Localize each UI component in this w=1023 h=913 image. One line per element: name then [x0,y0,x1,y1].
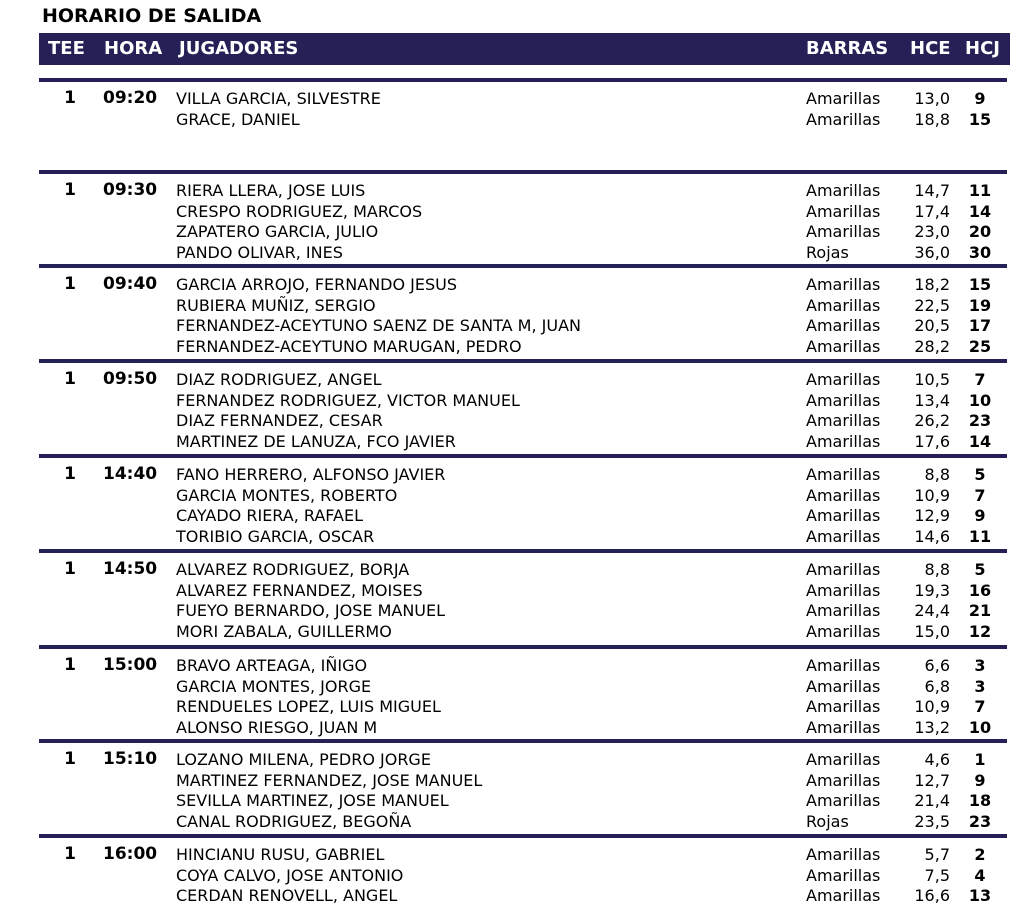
group-divider [39,78,1007,82]
player-name: GRACE, DANIEL [176,109,300,129]
player-name: DIAZ RODRIGUEZ, ANGEL [176,370,382,389]
player-hce: 13,0 [914,89,950,108]
player-hcj: 2 [974,845,986,864]
page-title: HORARIO DE SALIDA [42,5,262,27]
player-hce: 28,2 [914,336,950,356]
header-tee: TEE [48,38,85,59]
player-hce: 18,2 [914,275,950,294]
player-barras: Amarillas [806,526,881,546]
player-barras: Amarillas [806,580,881,600]
player-barras: Amarillas [806,89,881,108]
player-name: GARCIA MONTES, JORGE [176,676,372,696]
player-barras: Amarillas [806,411,881,431]
table-row [0,221,1023,242]
player-name: PANDO OLIVAR, INES [176,242,343,262]
player-hcj: 23 [968,411,992,431]
player-name: ALONSO RIESGO, JUAN M [176,717,378,737]
table-row [0,655,1023,676]
player-hce: 26,2 [914,411,950,431]
player-hcj: 17 [968,316,992,336]
table-row [0,315,1023,336]
player-hce: 10,9 [914,697,950,717]
player-hce: 24,4 [914,601,950,621]
group-divider [39,739,1007,743]
player-barras: Amarillas [806,222,881,242]
header-hora: HORA [104,38,163,59]
player-name: CANAL RODRIGUEZ, BEGOÑA [176,811,412,831]
player-name: FUEYO BERNARDO, JOSE MANUEL [176,601,446,621]
group-tee: 1 [64,180,76,200]
player-name: HINCIANU RUSU, GABRIEL [176,845,385,864]
player-barras: Amarillas [806,676,881,696]
table-row [0,676,1023,697]
player-hce: 23,0 [914,222,950,242]
player-hcj: 10 [968,717,992,737]
player-barras: Amarillas [806,390,881,410]
table-row [0,717,1023,738]
player-name: COYA CALVO, JOSE ANTONIO [176,865,404,885]
player-name: FERNANDEZ-ACEYTUNO MARUGAN, PEDRO [176,336,522,356]
group-hora: 15:10 [103,749,158,769]
group-tee: 1 [64,274,76,294]
player-hcj: 7 [974,697,986,717]
group-divider [39,645,1007,649]
table-row [0,180,1023,201]
player-name: LOZANO MILENA, PEDRO JORGE [176,750,431,769]
player-hce: 7,5 [924,865,950,885]
player-barras: Amarillas [806,201,881,221]
player-name: RIERA LLERA, JOSE LUIS [176,181,366,200]
player-barras: Amarillas [806,370,881,389]
group-tee: 1 [64,749,76,769]
table-row [0,274,1023,295]
player-name: ALVAREZ RODRIGUEZ, BORJA [176,560,410,579]
player-name: RUBIERA MUÑIZ, SERGIO [176,295,376,315]
group-tee: 1 [64,844,76,864]
player-name: BRAVO ARTEAGA, IÑIGO [176,656,368,675]
player-name: MORI ZABALA, GUILLERMO [176,621,392,641]
player-hce: 14,7 [914,181,950,200]
player-hce: 6,6 [924,656,950,675]
player-hce: 21,4 [914,791,950,811]
player-hcj: 3 [974,676,986,696]
table-row [0,336,1023,357]
player-hcj: 15 [968,109,992,129]
group-tee: 1 [64,88,76,108]
player-barras: Amarillas [806,656,881,675]
player-hcj: 14 [968,201,992,221]
group-hora: 09:20 [103,88,158,108]
player-name: VILLA GARCIA, SILVESTRE [176,89,381,108]
group-tee: 1 [64,464,76,484]
player-hce: 18,8 [914,109,950,129]
player-hcj: 1 [974,750,986,769]
player-hce: 20,5 [914,316,950,336]
table-row [0,580,1023,601]
table-row [0,559,1023,580]
player-barras: Rojas [806,811,849,831]
player-hcj: 16 [968,580,992,600]
player-name: MARTINEZ FERNANDEZ, JOSE MANUEL [176,770,483,790]
player-hcj: 9 [974,89,986,108]
group-hora: 09:50 [103,369,158,389]
player-name: CAYADO RIERA, RAFAEL [176,506,363,526]
player-name: FERNANDEZ-ACEYTUNO SAENZ DE SANTA M, JUAN [176,316,581,336]
player-name: GARCIA MONTES, ROBERTO [176,485,398,505]
group-hora: 14:50 [103,559,158,579]
player-barras: Amarillas [806,181,881,200]
player-name: CERDAN RENOVELL, ANGEL [176,886,398,906]
player-name: MARTINEZ DE LANUZA, FCO JAVIER [176,431,456,451]
player-hce: 6,8 [924,676,950,696]
group-hora: 16:00 [103,844,158,864]
player-hce: 8,8 [924,560,950,579]
table-row [0,109,1023,130]
table-row [0,526,1023,547]
player-barras: Amarillas [806,560,881,579]
group-divider [39,834,1007,838]
table-row [0,844,1023,865]
header-hce: HCE [910,38,951,59]
player-hce: 16,6 [914,886,950,906]
group-divider [39,454,1007,458]
table-row [0,242,1023,263]
player-hce: 13,2 [914,717,950,737]
group-hora: 14:40 [103,464,158,484]
player-barras: Amarillas [806,886,881,906]
player-hcj: 9 [974,506,986,526]
player-barras: Amarillas [806,336,881,356]
player-hcj: 3 [974,656,986,675]
table-row [0,464,1023,485]
player-hce: 15,0 [914,621,950,641]
player-name: FANO HERRERO, ALFONSO JAVIER [176,465,446,484]
table-row [0,811,1023,832]
player-barras: Amarillas [806,845,881,864]
player-barras: Amarillas [806,621,881,641]
player-hcj: 30 [968,242,992,262]
player-barras: Amarillas [806,316,881,336]
table-row [0,600,1023,621]
player-hce: 14,6 [914,526,950,546]
group-divider [39,359,1007,363]
player-barras: Amarillas [806,770,881,790]
group-tee: 1 [64,655,76,675]
player-barras: Amarillas [806,717,881,737]
table-row [0,696,1023,717]
player-hcj: 18 [968,791,992,811]
player-hce: 4,6 [924,750,950,769]
player-hcj: 4 [974,865,986,885]
player-barras: Amarillas [806,431,881,451]
header-jugadores: JUGADORES [179,38,299,59]
player-hcj: 23 [968,811,992,831]
player-barras: Amarillas [806,109,881,129]
table-row [0,410,1023,431]
player-hcj: 19 [968,295,992,315]
player-name: RENDUELES LOPEZ, LUIS MIGUEL [176,697,441,717]
player-hcj: 13 [968,886,992,906]
player-hce: 10,9 [914,485,950,505]
player-hcj: 7 [974,370,986,389]
table-row [0,770,1023,791]
player-name: DIAZ FERNANDEZ, CESAR [176,411,383,431]
player-hce: 12,9 [914,506,950,526]
player-barras: Amarillas [806,865,881,885]
table-row [0,431,1023,452]
player-barras: Rojas [806,242,849,262]
player-barras: Amarillas [806,697,881,717]
group-hora: 15:00 [103,655,158,675]
player-hce: 8,8 [924,465,950,484]
player-barras: Amarillas [806,465,881,484]
player-hce: 22,5 [914,295,950,315]
player-name: ZAPATERO GARCIA, JULIO [176,222,379,242]
player-hce: 17,6 [914,431,950,451]
player-barras: Amarillas [806,295,881,315]
table-row [0,88,1023,109]
player-hcj: 5 [974,560,986,579]
player-hcj: 25 [968,336,992,356]
player-name: GARCIA ARROJO, FERNANDO JESUS [176,275,458,294]
player-hcj: 21 [968,601,992,621]
player-hcj: 7 [974,485,986,505]
player-barras: Amarillas [806,485,881,505]
player-hcj: 10 [968,390,992,410]
group-hora: 09:30 [103,180,158,200]
header-hcj: HCJ [965,38,1000,59]
player-name: ALVAREZ FERNANDEZ, MOISES [176,580,423,600]
player-name: SEVILLA MARTINEZ, JOSE MANUEL [176,791,449,811]
player-hce: 12,7 [914,770,950,790]
player-hcj: 15 [968,275,992,294]
player-hce: 23,5 [914,811,950,831]
group-divider [39,549,1007,553]
player-name: TORIBIO GARCIA, OSCAR [176,526,375,546]
table-row [0,295,1023,316]
table-row [0,865,1023,886]
table-row [0,201,1023,222]
table-row [0,621,1023,642]
table-row [0,390,1023,411]
player-hcj: 14 [968,431,992,451]
player-barras: Amarillas [806,750,881,769]
table-row [0,369,1023,390]
player-hce: 17,4 [914,201,950,221]
header-barras: BARRAS [806,38,889,59]
player-hcj: 12 [968,621,992,641]
group-hora: 09:40 [103,274,158,294]
group-divider [39,264,1007,268]
player-hcj: 9 [974,770,986,790]
player-hce: 19,3 [914,580,950,600]
table-row [0,885,1023,906]
player-hcj: 11 [968,181,992,200]
player-hce: 13,4 [914,390,950,410]
player-hcj: 5 [974,465,986,484]
group-tee: 1 [64,559,76,579]
group-divider [39,170,1007,174]
player-hcj: 11 [968,526,992,546]
player-barras: Amarillas [806,506,881,526]
player-hce: 10,5 [914,370,950,389]
table-row [0,749,1023,770]
table-row [0,485,1023,506]
player-barras: Amarillas [806,791,881,811]
table-row [0,790,1023,811]
player-name: FERNANDEZ RODRIGUEZ, VICTOR MANUEL [176,390,520,410]
table-row [0,505,1023,526]
group-tee: 1 [64,369,76,389]
player-barras: Amarillas [806,275,881,294]
player-hcj: 20 [968,222,992,242]
player-barras: Amarillas [806,601,881,621]
player-hce: 5,7 [924,845,950,864]
player-hce: 36,0 [914,242,950,262]
player-name: CRESPO RODRIGUEZ, MARCOS [176,201,423,221]
